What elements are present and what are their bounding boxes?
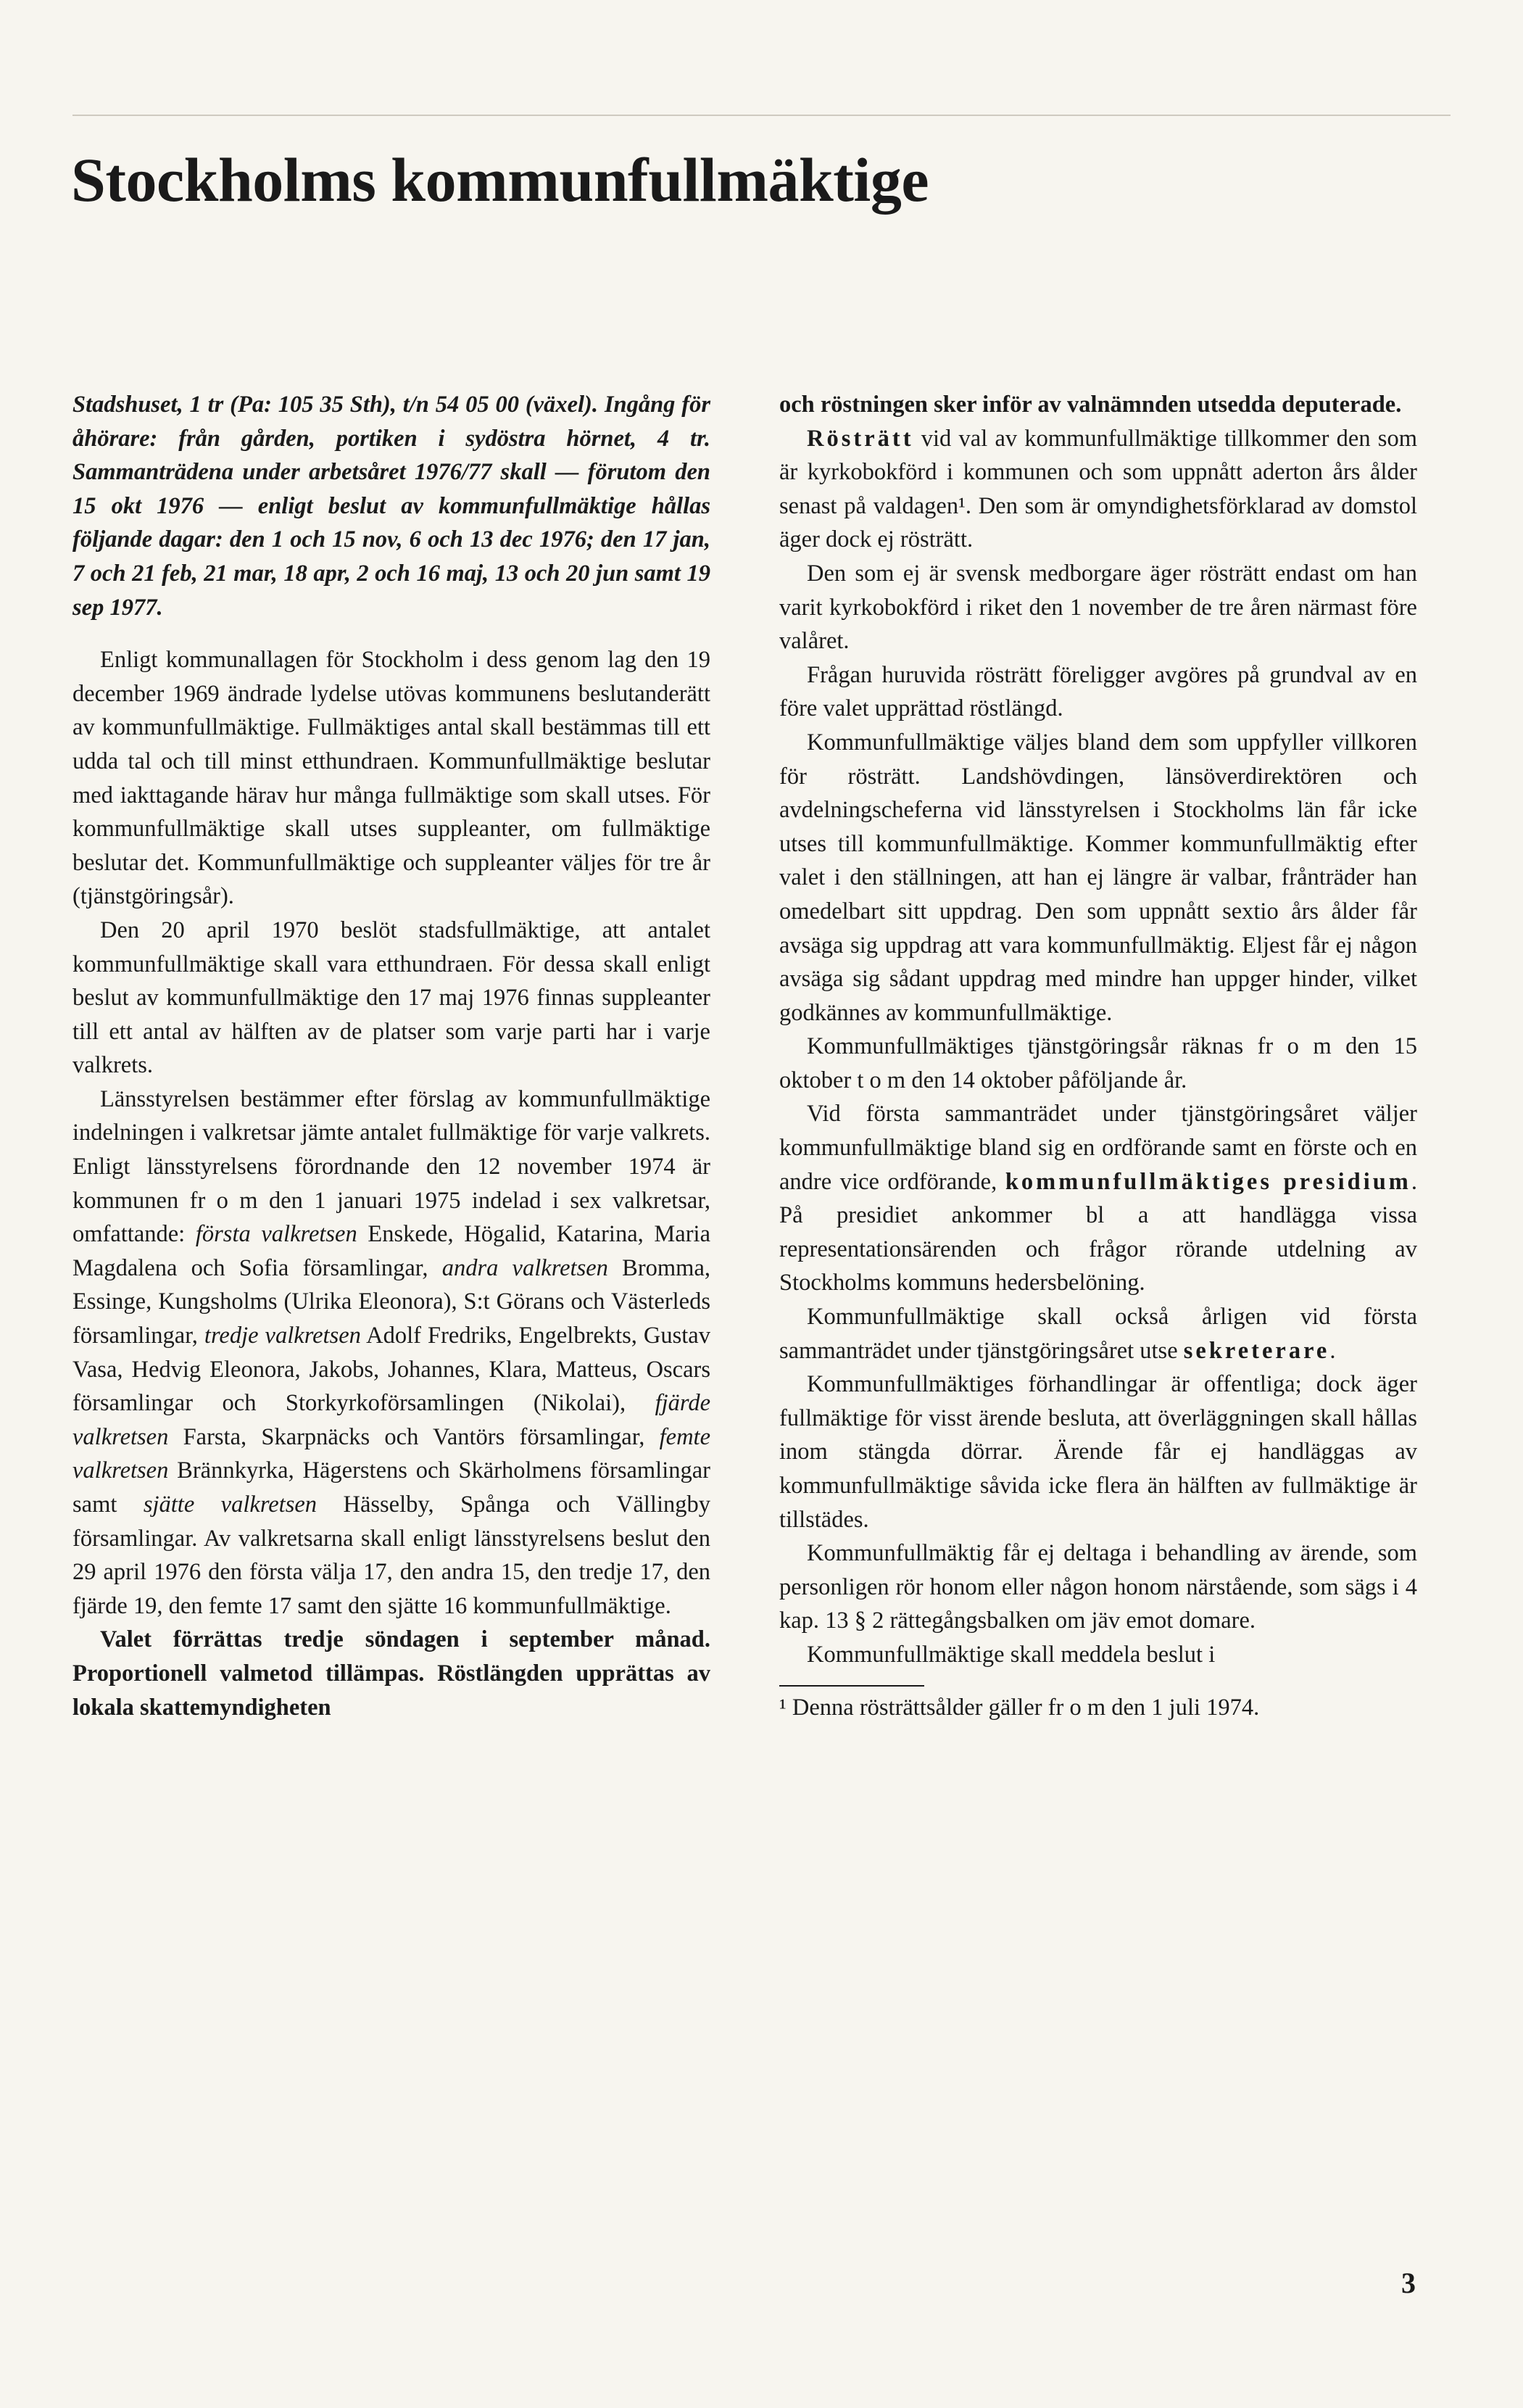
paragraph-text: Länsstyrelsen bestämmer efter förslag av kommunfullmäktige indelningen i valkretsar jämte antalet fullmäktige för varje valkrets. Enligt länsstyrelsens förordnande den 12 november 1974 är kommunen fr o m den 1 januari 1975 indelad i sex valkretsar, omfattande: — [72, 1085, 710, 1248]
body-paragraph: Valet förrättas tredje söndagen i september månad. Proportionell valmetod tillämpas. Röstlängden upprättas av lokala skattemyndigheten — [72, 1626, 710, 1721]
footnote-rule — [779, 1685, 924, 1687]
paragraph-text: Brännkyrka, Hägerstens och Skärholmens församlingar samt — [72, 1457, 710, 1518]
paragraph-text: Kommunfullmäktige skall också årligen vid första sammanträdet under tjänstgöringsåret utse — [779, 1304, 1417, 1364]
paragraph-text: . På presidiet ankommer bl a att handlägga vissa representationsärenden och frågor rörande utdelning av Stockholms kommuns hedersbelöning. — [779, 1168, 1417, 1296]
left-column — [72, 388, 710, 1724]
body-paragraph: Kommunfullmäktige väljes bland dem som uppfyller villkoren för rösträtt. Landshövdingen, länsöverdirektören och avdelningscheferna vid länsstyrelsen i Stockholms län får icke utses till kommunfullmäktige. Kommer kommunfullmäktig efter valet i den ställningen, att han ej längre är valbar, frånträder han omedelbart sitt uppdrag. Den som uppnått sextio års ålder får avsäga sig uppdrag att vara kommunfullmäktig. Eljest får ej någon avsäga sig sådant uppdrag med mindre han uppger hinder, vilket godkännes av kommunfullmäktige. — [779, 729, 1417, 1026]
header-rule — [72, 115, 1451, 116]
constituency-name: tredje valkretsen — [204, 1323, 361, 1349]
paragraph-text: Bromma, Essinge, Kungsholms (Ulrika Eleonora), S:t Görans och Västerleds församlingar, — [72, 1254, 711, 1349]
body-paragraph — [779, 1300, 1417, 1368]
constituency-name: femte valkretsen — [72, 1423, 710, 1484]
address-paragraph: Stadshuset, 1 tr (Pa: 105 35 Sth), t/n 54 05 00 (växel). Ingång för åhörare: från gården, portiken i sydöstra hörnet, 4 tr. Sammanträdena under arbetsåret 1976/77 skall — förutom den 15 okt 1976 — enligt beslut av kommunfullmäktige hållas följande dagar: den 1 och 15 nov, 6 och 13 dec 1976; den 17 jan, 7 och 21 feb, 21 mar, 18 apr, 2 och 16 maj, 13 och 20 jun samt 19 sep 1977. — [72, 392, 710, 621]
emphasized-term: Rösträtt — [807, 425, 914, 452]
paragraph-text: vid val av kommunfullmäktige tillkommer den som är kyrkobokförd i kommunen och som uppnått aderton års ålder senast på valdagen¹. Den som är omyndighetsförklarad av domstol äger dock ej rösträtt. — [779, 425, 1417, 553]
body-paragraph: Kommunfullmäktiges tjänstgöringsår räknas fr o m den 15 oktober t o m den 14 oktober påföljande år. — [779, 1033, 1417, 1093]
body-paragraph — [779, 1097, 1417, 1300]
body-paragraph: Kommunfullmäktiges förhandlingar är offentliga; dock äger fullmäktige för visst ärende besluta, att överläggningen skall hållas inom stängda dörrar. Ärende får ej handläggas av kommunfullmäktige såvida icke flera än hälften av fullmäktige är tillstädes. — [779, 1371, 1417, 1533]
emphasized-term: sekreterare — [1183, 1337, 1330, 1364]
paragraph-text: Enskede, Högalid, Katarina, Maria Magdalena och Sofia församlingar, — [72, 1221, 710, 1281]
constituency-name: första valkretsen — [195, 1221, 357, 1248]
page-title: Stockholms kommunfullmäktige — [71, 145, 929, 215]
body-paragraph: och röstningen sker inför av valnämnden utsedda deputerade. — [779, 392, 1402, 418]
body-paragraph — [779, 422, 1417, 557]
body-paragraph: Kommunfullmäktige skall meddela beslut i — [807, 1641, 1216, 1668]
body-paragraph: Frågan huruvida rösträtt föreligger avgöres på grundval av en före valet upprättad röstlängd. — [779, 661, 1417, 722]
body-paragraph: Den 20 april 1970 beslöt stadsfullmäktige, att antalet kommunfullmäktige skall vara etthundraen. För dessa skall enligt beslut av kommunfullmäktige den 17 maj 1976 finnas suppleanter till ett antal av hälften av de platser som varje parti har i varje valkrets. — [72, 917, 710, 1079]
body-paragraph: Enligt kommunallagen för Stockholm i dess genom lag den 19 december 1969 ändrade lydelse utövas kommunens beslutanderätt av kommunfullmäktige. Fullmäktiges antal skall bestämmas till ett udda tal och till minst etthundraen. Kommunfullmäktige beslutar med iakttagande härav hur många fullmäktige som skall utses. För kommunfullmäktige skall utses suppleanter, om fullmäktige beslutar det. Kommunfullmäktige och suppleanter väljes för tre år (tjänstgöringsår). — [72, 647, 710, 910]
paragraph-text: . — [1329, 1337, 1336, 1364]
paragraph-text: Farsta, Skarpnäcks och Vantörs församlingar, — [168, 1423, 660, 1450]
paragraph-text: Hässelby, Spånga och Vällingby församlingar. Av valkretsarna skall enligt länsstyrelsens beslut den 29 april 1976 den första välja 17, den andra 15, den tredje 17, den fjärde 19, den femte 17 samt den sjätte 16 kommunfullmäktige. — [72, 1491, 710, 1619]
footnote: ¹ Denna rösträttsålder gäller fr o m den 1 juli 1974. — [779, 1694, 1260, 1721]
constituency-name: fjärde valkretsen — [72, 1390, 710, 1450]
constituency-name: andra valkretsen — [441, 1254, 608, 1281]
constituency-name: sjätte valkretsen — [143, 1491, 318, 1518]
constituency-paragraph — [72, 1083, 710, 1623]
paragraph-text: Adolf Fredriks, Engelbrekts, Gustav Vasa, Hedvig Eleonora, Jakobs, Johannes, Klara, Matteus, Oscars församlingar och Storkyrkoförsamlingen (Nikolai), — [72, 1323, 710, 1417]
body-paragraph: Kommunfullmäktig får ej deltaga i behandling av ärende, som personligen rör honom eller någon honom närstående, som sägs i 4 kap. 13 § 2 rättegångsbalken om jäv emot domare. — [779, 1540, 1417, 1634]
body-paragraph: Den som ej är svensk medborgare äger rösträtt endast om han varit kyrkobokförd i riket den 1 november de tre åren närmast före valåret. — [779, 560, 1417, 655]
paragraph-text: Vid första sammanträdet under tjänstgöringsåret väljer kommunfullmäktige bland sig en ordförande samt en förste och en andre vice ordförande, — [779, 1101, 1417, 1195]
right-column — [779, 388, 1417, 1724]
emphasized-term: kommunfullmäktiges presidium — [1005, 1168, 1411, 1195]
page-number: 3 — [1401, 2267, 1416, 2299]
